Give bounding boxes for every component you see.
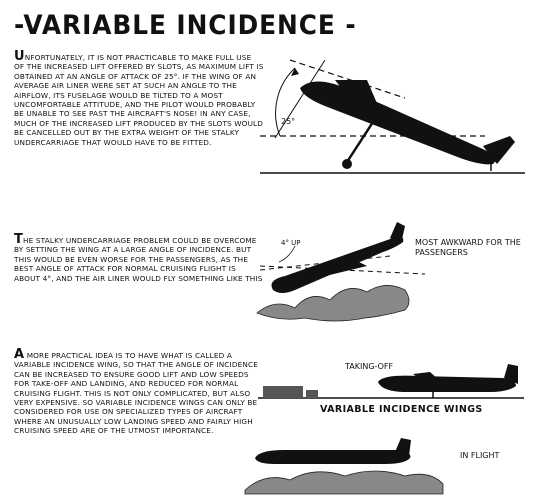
angle-label: 25° — [281, 117, 296, 126]
paragraph-text: MORE PRACTICAL IDEA IS TO HAVE WHAT IS CALLED A VARIABLE INCIDENCE WING, SO THAT THE ANGLE OF INCIDENCE CAN BE INCREASED TO ENSURE GOOD LIFT AND LOW SPEEDS FOR TAKE-OFF AND LANDING, AND REDUCED FOR NORMAL CRUISING FLIGHT. THIS IS NOT ONLY COMPLICATED, BUT ALSO VERY EXPENSIVE. SO VARIABLE INCIDENCE WINGS CAN ONLY BE CONSIDERED FOR USE ON SPECIALIZED TYPES OF AIRCRAFT WHERE AN UNUSUALLY LOW LANDING SPEED AND FAIRLY HIGH CRUISING SPEED ARE OF THE UTMOST IMPORTANCE. — [14, 351, 258, 436]
angle-pointer — [279, 246, 295, 262]
aircraft-fuselage — [300, 81, 495, 164]
page-title: -VARIABLE INCIDENCE - — [14, 10, 357, 41]
up-angle-label: 4° UP — [281, 239, 301, 247]
arc-arrow — [291, 68, 299, 76]
dropcap: A — [14, 347, 25, 362]
airport-building — [306, 390, 318, 398]
awkward-label: MOST AWKWARD FOR THE PASSENGERS — [415, 238, 521, 257]
airport-building — [263, 386, 303, 398]
undercarriage-strut — [347, 122, 373, 162]
paragraph-text: HE STALKY UNDERCARRIAGE PROBLEM COULD BE OVERCOME BY SETTING THE WING AT A LARGE ANGLE OF INCIDENCE. BUT THIS WOULD BE EVEN WORSE FOR THE PASSENGERS, AS THE BEST ANGLE OF ATTACK FOR NORMAL CRUISING FLIGHT IS ABOUT 4°, AND THE AIR LINER WOULD FLY SOMETHING LIKE THIS — [14, 236, 263, 283]
cloud — [245, 471, 443, 494]
paragraph-undercarriage — [14, 232, 264, 283]
paragraph-slots — [14, 49, 264, 147]
in-flight-aircraft-illustration — [245, 432, 445, 494]
paragraph-variable-wing — [14, 347, 264, 436]
steep-angle-aircraft-illustration — [255, 50, 530, 180]
dropcap: U — [14, 49, 25, 64]
in-flight-label: IN FLIGHT — [460, 451, 500, 460]
aircraft-fuselage — [378, 376, 516, 392]
dropcap: T — [14, 232, 24, 247]
nose-down-aircraft-illustration — [255, 218, 415, 328]
paragraph-text: NFORTUNATELY, IT IS NOT PRACTICABLE TO MAKE FULL USE OF THE INCREASED LIFT OFFERED BY SLOTS, AS MAXIMUM LIFT IS OBTAINED AT AN ANGLE OF ATTACK OF 25°. IF THE WING OF AN AVERAGE AIR LINER WERE SET AT SUCH AN ANGLE TO THE AIRFLOW, ITS FUSELAGE WOULD BE TILTED TO A MOST UNCOMFORTABLE ATTITUDE, AND THE PILOT WOULD PROBABLY BE UNABLE TO SEE PAST THE AIRCRAFT'S NOSE! IN ANY CASE, MUCH OF THE INCREASED LIFT PRODUCED BY THE SLOTS WOULD BE CANCELLED OUT BY THE EXTRA WEIGHT OF THE STALKY UNDERCARRIAGE THAT WOULD HAVE TO BE FITTED. — [14, 53, 264, 147]
figure-heading: VARIABLE INCIDENCE WINGS — [320, 404, 483, 415]
undercarriage-wheel — [342, 159, 352, 169]
takeoff-label: TAKING-OFF — [345, 362, 394, 371]
